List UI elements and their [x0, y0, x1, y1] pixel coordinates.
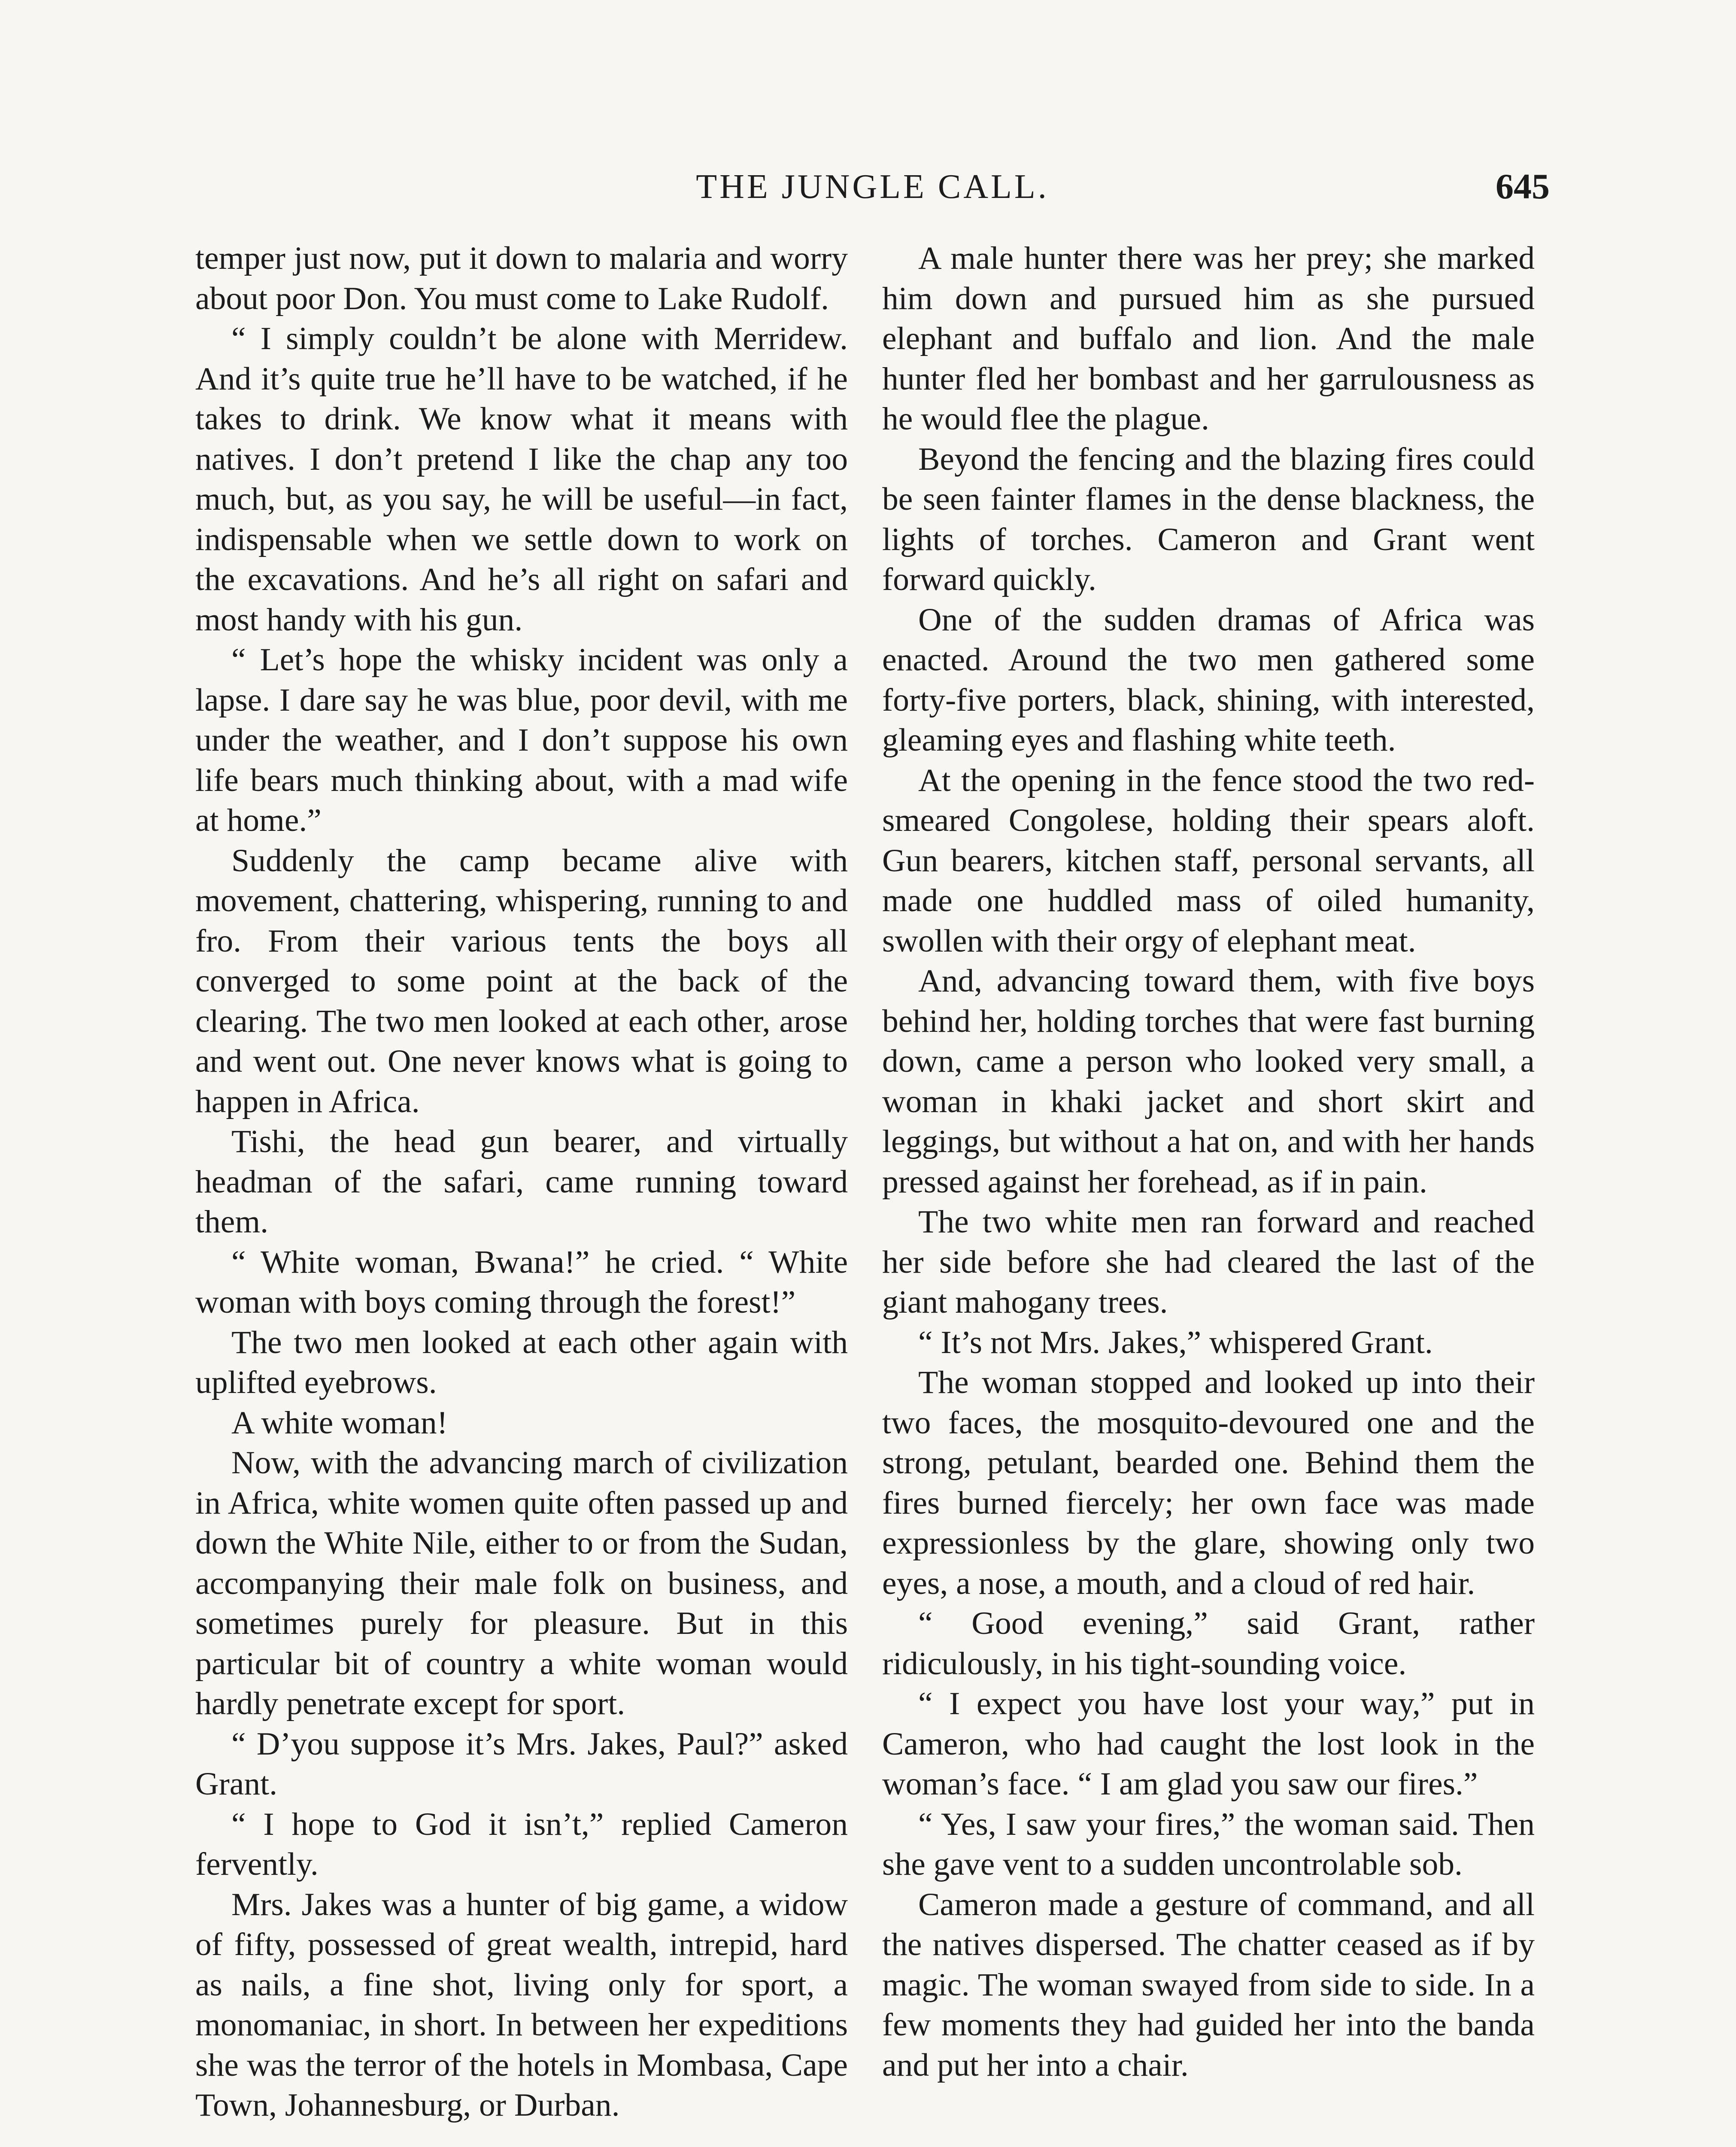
left-column: [195, 238, 848, 2147]
paragraph: Mrs. Jakes was a hunter of big game, a widow of fifty, possessed of great wealth, intrepid, hard as nails, a fine shot, living only for sport, a monomaniac, in short. In between her expeditions she was the terror of the hotels in Mombasa, Cape Town, Johannesburg, or Durban.: [195, 1886, 848, 2123]
paragraph: “ White woman, Bwana!” he cried. “ White woman with boys coming through the forest!”: [195, 1244, 848, 1320]
running-title: THE JUNGLE CALL.: [696, 168, 1049, 206]
paragraph: The two white men ran forward and reached her side before she had cleared the last of the giant mahogany trees.: [882, 1204, 1535, 1320]
page-number: 645: [1496, 167, 1550, 207]
paragraph: Suddenly the camp became alive with movement, chattering, whispering, running to and fro. From their various tents the boys all converged to some point at the back of the clearing. The two men looked at each other, arose and went out. One never knows what is going to happen in Africa.: [195, 842, 848, 1119]
paragraph: “ I expect you have lost your way,” put in Cameron, who had caught the lost look in the woman’s face. “ I am glad you saw our fires.”: [882, 1686, 1535, 1802]
paragraph: “ Let’s hope the whisky incident was only a lapse. I dare say he was blue, poor devil, with me under the weather, and I don’t suppose his own life bears much thinking about, with a mad wife at home.”: [195, 642, 848, 838]
paragraph: “ It’s not Mrs. Jakes,” whispered Grant.: [918, 1324, 1433, 1360]
paragraph: The woman stopped and looked up into their two faces, the mosquito-devoured one and the strong, petulant, bearded one. Behind them the fires burned fiercely; her own face was made expressionless by the glare, showing only two eyes, a nose, a mouth, and a cloud of red hair.: [882, 1365, 1535, 1601]
paragraph: “ I hope to God it isn’t,” replied Cameron fervently.: [195, 1806, 848, 1882]
paragraph: At the opening in the fence stood the two red-smeared Congolese, holding their spears aloft. Gun bearers, kitchen staff, personal servants, all made one huddled mass of oiled humanity, swollen with their orgy of elephant meat.: [882, 762, 1535, 959]
paragraph: “ D’you suppose it’s Mrs. Jakes, Paul?” asked Grant.: [195, 1726, 848, 1802]
paragraph: “ I simply couldn’t be alone with Merridew. And it’s quite true he’ll have to be watched, if he takes to drink. We know what it means with natives. I don’t pretend I like the chap any too much, but, as you say, he will be useful—in fact, indispensable when we settle down to work on the excavations. And he’s all right on safari and most handy with his gun.: [195, 321, 848, 638]
paragraph: And, advancing toward them, with five boys behind her, holding torches that were fast burning down, came a person who looked very small, a woman in khaki jacket and short skirt and leggings, but without a hat on, and with her hands pressed against her forehead, as if in pain.: [882, 963, 1535, 1200]
paragraph: A male hunter there was her prey; she marked him down and pursued him as she pursued elephant and buffalo and lion. And the male hunter fled her bombast and her garrulousness as he would flee the plague.: [882, 240, 1535, 437]
paragraph: A white woman!: [231, 1405, 448, 1441]
paragraph: “ Yes, I saw your fires,” the woman said. Then she gave vent to a sudden uncontrolable sob.: [882, 1806, 1535, 1882]
paragraph: Beyond the fencing and the blazing fires could be seen fainter flames in the dense blackness, the lights of torches. Cameron and Grant went forward quickly.: [882, 441, 1535, 597]
right-column: [882, 238, 1535, 2147]
paragraph: temper just now, put it down to malaria and worry about poor Don. You must come to Lake Rudolf.: [195, 240, 848, 316]
paragraph: Tishi, the head gun bearer, and virtually headman of the safari, came running toward them.: [195, 1124, 848, 1240]
paragraph: The two men looked at each other again with uplifted eyebrows.: [195, 1324, 848, 1400]
paragraph: Now, with the advancing march of civilization in Africa, white women quite often passed up and down the White Nile, either to or from the Sudan, accompanying their male folk on business, and sometimes purely for pleasure. But in this particular bit of country a white woman would hardly penetrate except for sport.: [195, 1445, 848, 1721]
paragraph: Cameron made a gesture of command, and all the natives dispersed. The chatter ceased as if by magic. The woman swayed from side to side. In a few moments they had guided her into the banda and put her into a chair.: [882, 1886, 1535, 2083]
paragraph: “ Good evening,” said Grant, rather ridiculously, in his tight-sounding voice.: [882, 1606, 1535, 1682]
page-header: [195, 165, 1550, 213]
paragraph: One of the sudden dramas of Africa was enacted. Around the two men gathered some forty-five porters, black, shining, with interested, gleaming eyes and flashing white teeth.: [882, 602, 1535, 758]
